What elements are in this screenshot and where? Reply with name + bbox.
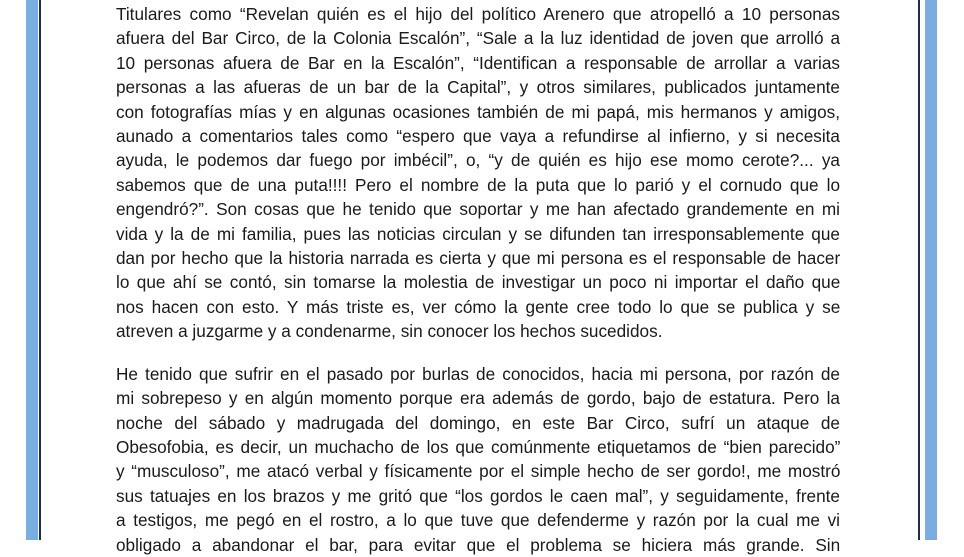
text-line: aunado a comentarios tales como “espero que vaya a refundirse al infierno, y si necesita: [116, 126, 840, 147]
text-line: nos hacen con esto. Y más triste es, ver cómo la gente cree todo lo que se publica y se: [116, 296, 841, 317]
text-line: sabemos que de una puta!!!! Pero el nombre de la puta que lo parió y el cornudo que lo: [116, 174, 841, 195]
text-line: afuera del Bar Circo, de la Colonia Escalón”, “Sale a la luz identidad de joven que arrolló a: [116, 28, 840, 49]
text-line: mi sobrepeso y en algún momento porque era además de gordo, bajo de estatura. Pero la: [116, 388, 840, 409]
text-line: con fotografías mías y en algunas ocasiones también de mi papá, mis hermanos y amigos,: [116, 101, 840, 122]
text-line: noche del sábado y madrugada del domingo, en este Bar Circo, sufrí un ataque de: [116, 412, 840, 433]
text-line: obligado a abandonar el bar, para evitar que el problema se hiciera más grande. Sin: [116, 534, 841, 555]
text-line: sus tatuajes en los brazos y me gritó que “los gordos le caen mal”, y seguidamente, frente: [116, 485, 840, 506]
left-blue-stripe: [26, 0, 38, 540]
left-dark-rule: [39, 0, 41, 540]
text-line: vida y la de mi familia, pues las noticias circulan y se difunden tan irresponsablemente que: [116, 223, 840, 244]
text-line: dan por hecho que la historia narrada es cierta y que mi persona es el responsable de hacer: [116, 248, 841, 269]
text-line: He tenido que sufrir en el pasado por burlas de conocidos, hacia mi persona, por razón de: [116, 363, 840, 384]
text-line: 10 personas afuera de Bar en la Escalón”, “Identifican a responsable de arrollar a varias: [116, 52, 840, 73]
text-line: lo que ahí se contó, sin tomarse la molestia de investigar un poco ni importar el daño que: [116, 272, 841, 293]
paragraph-2: [116, 362, 840, 557]
text-line: a testigos, me pegó en el rostro, a lo que tuve que defenderme y razón por la cual me vi: [116, 510, 840, 531]
right-dark-rule: [918, 0, 920, 540]
text-line: Titulares como “Revelan quién es el hijo del político Arenero que atropelló a 10 personas: [116, 4, 840, 24]
text-line: atreven a juzgarme y a condenarme, sin conocer los hechos sucedidos.: [116, 321, 663, 342]
document-body: [116, 2, 840, 557]
right-blue-stripe: [925, 0, 937, 540]
text-line: personas a las afueras de un bar de la Capital”, y otros similares, publicados juntamente: [116, 77, 840, 98]
text-line: y “musculoso”, me atacó verbal y físicamente por el simple hecho de ser gordo!, me mostró: [116, 461, 841, 482]
right-frame-border: [918, 0, 964, 540]
text-line: ayuda, le podemos dar fuego por imbécil”, o, “y de quién es hijo ese momo cerote?... ya: [116, 150, 840, 171]
paragraph-1: [116, 2, 840, 344]
text-line: engendró?”. Son cosas que he tenido que soportar y me han afectado grandemente en mi: [116, 199, 841, 220]
text-line: Obesofobia, es decir, un muchacho de los que comúnmente etiquetamos de “bien parecido”: [116, 436, 841, 457]
left-frame-border: [0, 0, 42, 540]
